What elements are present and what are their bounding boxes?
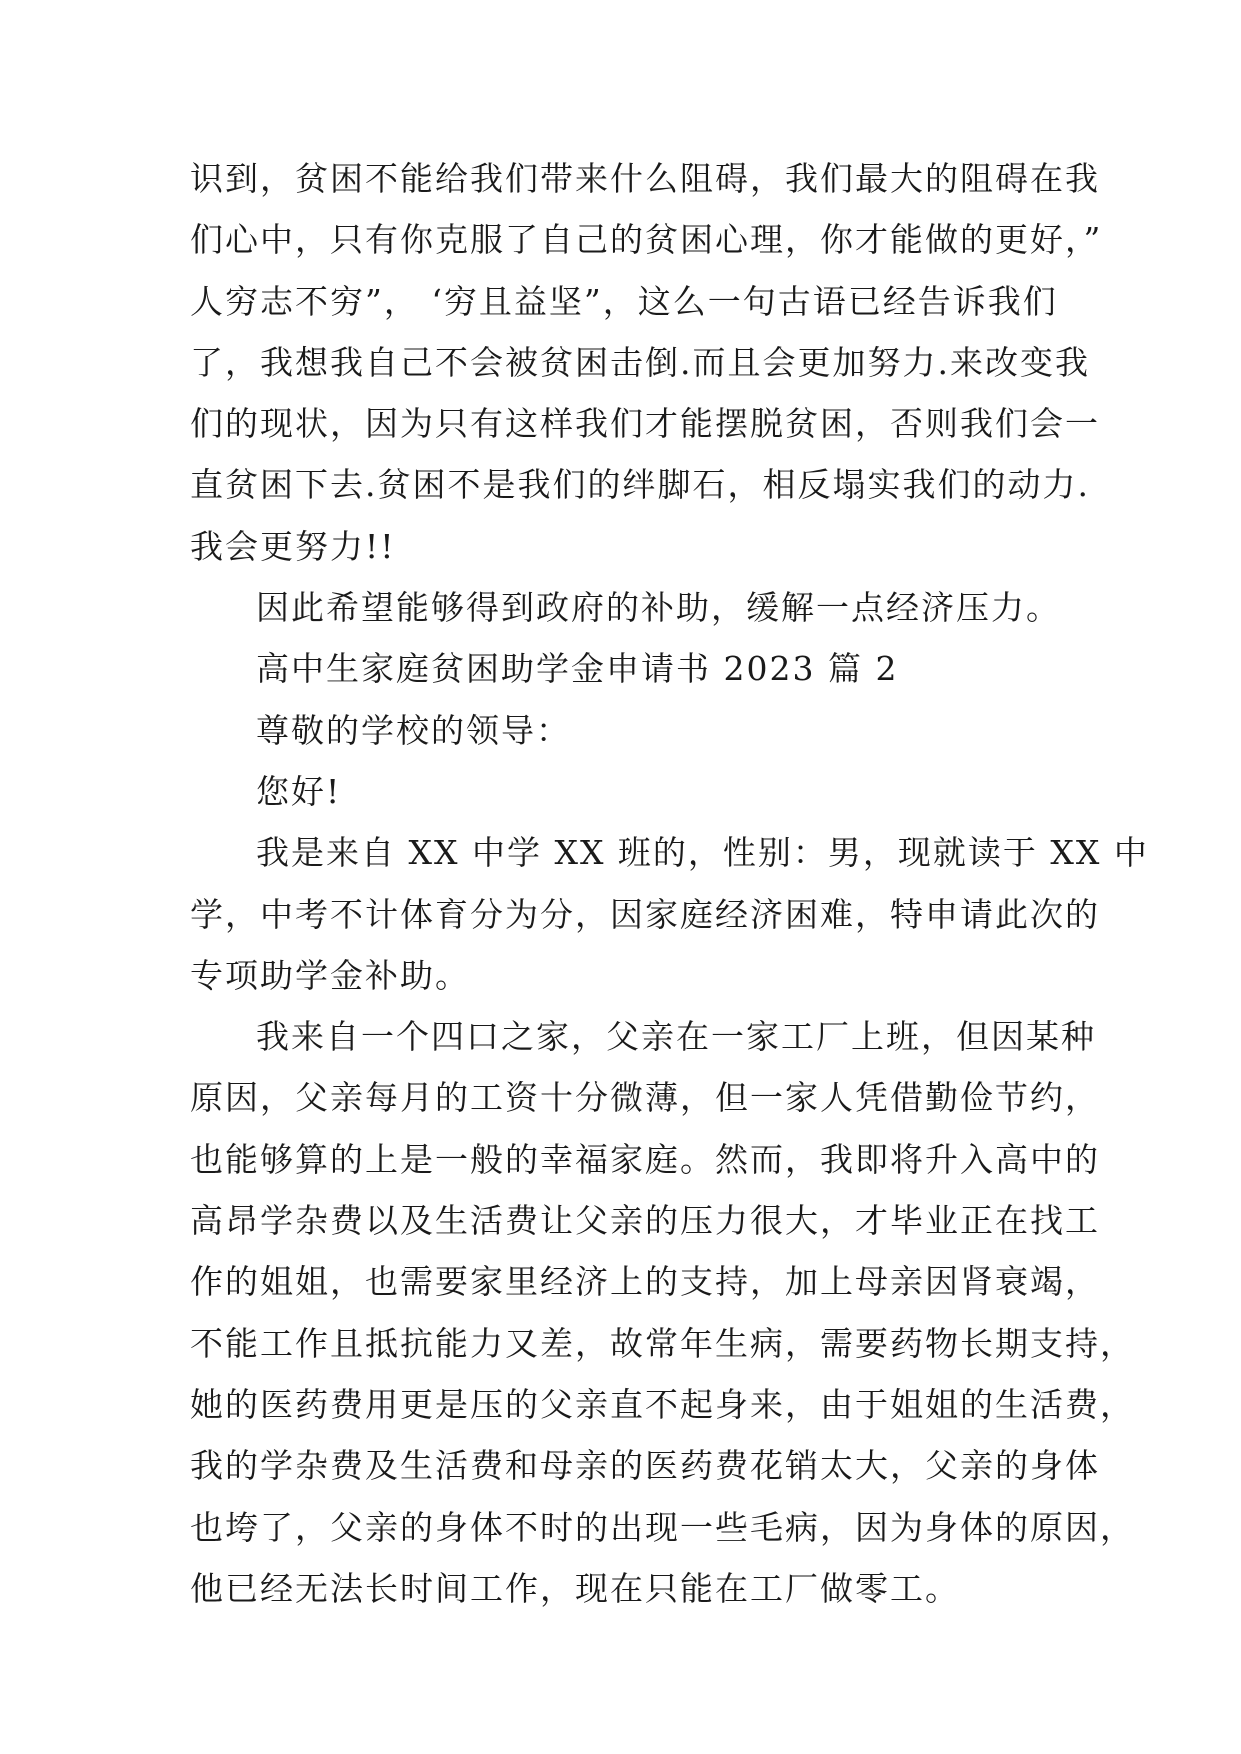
text-line: 专项助学金补助。 bbox=[190, 955, 470, 995]
text-line: 您好! bbox=[256, 771, 342, 811]
text-line: 高昂学杂费以及生活费让父亲的压力很大，才毕业正在找工 bbox=[190, 1201, 1100, 1241]
text-line: 原因，父亲每月的工资十分微薄，但一家人凭借勤俭节约， bbox=[190, 1078, 1100, 1118]
text-line: 人穷志不穷”， ‘穷且益坚”，这么一句古语已经告诉我们 bbox=[190, 281, 1058, 321]
text-line: 们的现状，因为只有这样我们才能摆脱贫困，否则我们会一 bbox=[190, 404, 1100, 444]
text-line: 了，我想我自己不会被贫困击倒.而且会更加努力.来改变我 bbox=[190, 342, 1090, 382]
text-line: 因此希望能够得到政府的补助，缓解一点经济压力。 bbox=[256, 588, 1061, 628]
text-line: 不能工作且抵抗能力又差，故常年生病，需要药物长期支持， bbox=[190, 1323, 1135, 1363]
text-line: 我是来自 XX 中学 XX 班的，性别：男，现就读于 XX 中 bbox=[256, 833, 1149, 873]
text-line: 她的医药费用更是压的父亲直不起身来，由于姐姐的生活费， bbox=[190, 1384, 1135, 1424]
text-line: 识到，贫困不能给我们带来什么阻碍，我们最大的阻碍在我 bbox=[190, 159, 1100, 198]
text-line: 我的学杂费及生活费和母亲的医药费花销太大，父亲的身体 bbox=[190, 1446, 1100, 1486]
text-line: 我会更努力!! bbox=[190, 526, 396, 566]
text-line: 也垮了，父亲的身体不时的出现一些毛病，因为身体的原因， bbox=[190, 1507, 1135, 1547]
text-line: 高中生家庭贫困助学金申请书 2023 篇 2 bbox=[256, 649, 899, 689]
text-line: 也能够算的上是一般的幸福家庭。然而，我即将升入高中的 bbox=[190, 1139, 1100, 1179]
text-line: 我来自一个四口之家，父亲在一家工厂上班，但因某种 bbox=[256, 1017, 1096, 1057]
text-line: 作的姐姐，也需要家里经济上的支持，加上母亲因肾衰竭， bbox=[190, 1262, 1100, 1302]
text-line: 他已经无法长时间工作，现在只能在工厂做零工。 bbox=[190, 1568, 960, 1608]
text-line: 们心中，只有你克服了自己的贫困心理，你才能做的更好，” bbox=[190, 220, 1103, 260]
text-line: 尊敬的学校的领导： bbox=[256, 710, 571, 750]
text-line: 直贫困下去.贫困不是我们的绊脚石，相反塌实我们的动力. bbox=[190, 465, 1090, 505]
document-body bbox=[190, 148, 1149, 1619]
text-line: 学，中考不计体育分为分，因家庭经济困难，特申请此次的 bbox=[190, 894, 1100, 934]
